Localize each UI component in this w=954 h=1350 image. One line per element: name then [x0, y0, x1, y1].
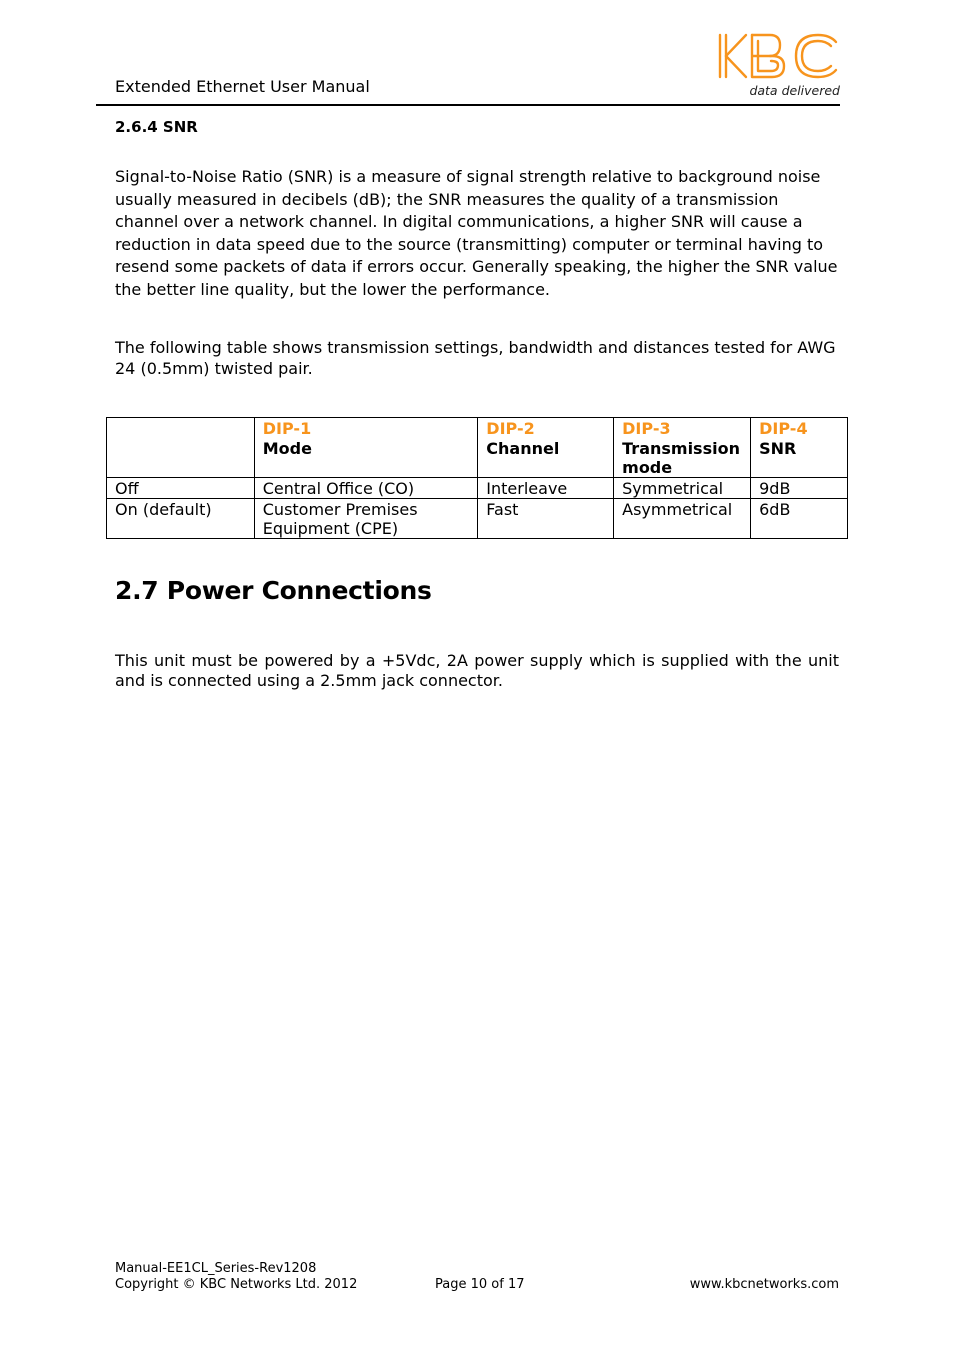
- column-header: SNR: [751, 438, 848, 478]
- dip-label: DIP-1: [254, 418, 478, 439]
- footer-page-number: Page 10 of 17: [435, 1277, 525, 1292]
- column-header: Mode: [254, 438, 478, 478]
- footer-url: www.kbcnetworks.com: [689, 1277, 839, 1292]
- header-title: Extended Ethernet User Manual: [115, 77, 370, 96]
- table-cell: Asymmetrical: [614, 499, 751, 539]
- footer-copyright: Copyright © KBC Networks Ltd. 2012: [115, 1277, 358, 1292]
- kbc-logo-icon: [716, 32, 840, 80]
- section-heading-power: 2.7 Power Connections: [115, 576, 432, 605]
- table-cell: Customer Premises Equipment (CPE): [254, 499, 478, 539]
- table-cell: Interleave: [478, 478, 614, 499]
- row-state: Off: [107, 478, 255, 499]
- logo-tagline: data delivered: [749, 83, 840, 98]
- table-row: [107, 418, 848, 439]
- power-description: This unit must be powered by a +5Vdc, 2A power supply which is supplied with the unit and is connected using a 2.5mm jack connector.: [115, 651, 839, 690]
- table-cell: 9dB: [751, 478, 848, 499]
- table-cell: Central Office (CO): [254, 478, 478, 499]
- table-corner-cell: [107, 418, 255, 478]
- dip-label: DIP-2: [478, 418, 614, 439]
- kbc-logo: [716, 30, 840, 100]
- dip-label: DIP-3: [614, 418, 751, 439]
- table-row: [107, 499, 848, 539]
- table-cell: Fast: [478, 499, 614, 539]
- table-intro: The following table shows transmission settings, bandwidth and distances tested for AWG 24 (0.5mm) twisted pair.: [115, 338, 836, 378]
- page-header: [96, 30, 840, 106]
- page-footer: [115, 1261, 839, 1293]
- row-state: On (default): [107, 499, 255, 539]
- column-header: Channel: [478, 438, 614, 478]
- table-row: [107, 478, 848, 499]
- dip-label: DIP-4: [751, 418, 848, 439]
- dip-switch-table: [106, 417, 848, 539]
- column-header: Transmission mode: [614, 438, 751, 478]
- snr-description: Signal-to-Noise Ratio (SNR) is a measure of signal strength relative to background noise usually measured in decibels (dB); the SNR measures the quality of a transmission channel over a network channel. In digital communications, a higher SNR will cause a reduction in data speed due to the source (transmitting) computer or terminal having to resend some packets of data if errors occur. Generally speaking, the higher the SNR value the better line quality, but the lower the performance.: [115, 167, 838, 299]
- section-heading-snr: 2.6.4 SNR: [115, 118, 198, 136]
- footer-doc-id: Manual-EE1CL_Series-Rev1208: [115, 1261, 317, 1276]
- table-cell: 6dB: [751, 499, 848, 539]
- table-cell: Symmetrical: [614, 478, 751, 499]
